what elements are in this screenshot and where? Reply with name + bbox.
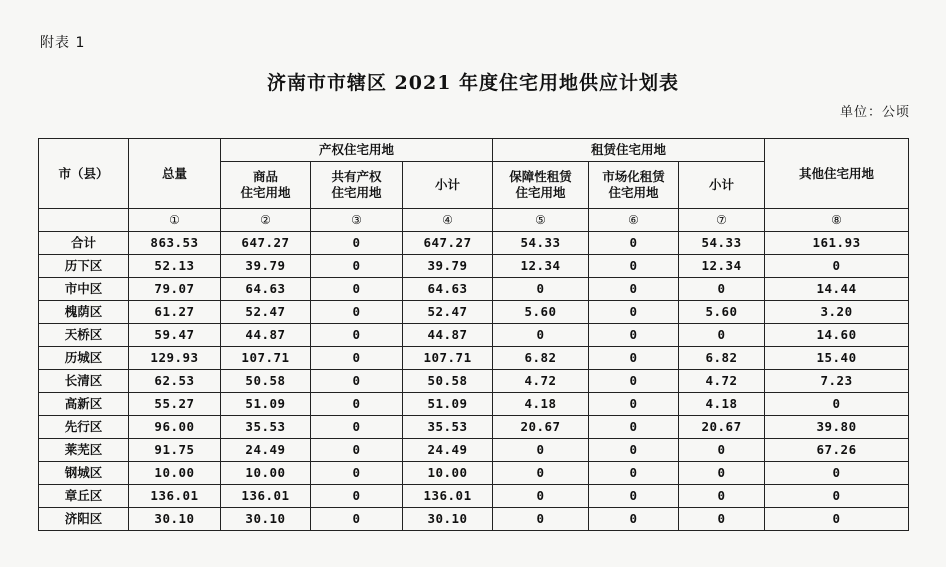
row-value-cell: 39.79 (221, 255, 311, 278)
row-value-cell: 129.93 (129, 347, 221, 370)
row-value-cell: 20.67 (679, 416, 765, 439)
row-value-cell: 79.07 (129, 278, 221, 301)
row-district-name: 市中区 (39, 278, 129, 301)
row-value-cell: 4.18 (493, 393, 589, 416)
table-row (39, 393, 909, 416)
row-value-cell: 6.82 (679, 347, 765, 370)
header-num: ⑦ (679, 209, 765, 232)
row-value-cell: 161.93 (765, 232, 909, 255)
header-num: ③ (311, 209, 403, 232)
row-value-cell: 14.60 (765, 324, 909, 347)
page-title: 济南市市辖区 2021 年度住宅用地供应计划表 (266, 72, 680, 94)
row-value-cell: 24.49 (403, 439, 493, 462)
row-value-cell: 0 (765, 393, 909, 416)
row-value-cell: 0 (589, 301, 679, 324)
row-value-cell: 61.27 (129, 301, 221, 324)
row-value-cell: 50.58 (221, 370, 311, 393)
land-supply-table (38, 138, 909, 531)
row-district-name: 先行区 (39, 416, 129, 439)
row-value-cell: 0 (493, 324, 589, 347)
header-num: ① (129, 209, 221, 232)
header-num: ⑥ (589, 209, 679, 232)
row-value-cell: 15.40 (765, 347, 909, 370)
row-value-cell: 91.75 (129, 439, 221, 462)
row-value-cell: 30.10 (221, 508, 311, 531)
row-value-cell: 54.33 (493, 232, 589, 255)
row-value-cell: 0 (311, 508, 403, 531)
row-value-cell: 54.33 (679, 232, 765, 255)
header-subtotal-property: 小计 (403, 162, 493, 209)
table-row (39, 370, 909, 393)
row-value-cell: 0 (493, 278, 589, 301)
table-row (39, 508, 909, 531)
row-value-cell: 0 (311, 232, 403, 255)
row-value-cell: 44.87 (221, 324, 311, 347)
table-row (39, 232, 909, 255)
row-value-cell: 647.27 (221, 232, 311, 255)
header-subtotal-rental: 小计 (679, 162, 765, 209)
table-row (39, 324, 909, 347)
table-row (39, 416, 909, 439)
row-value-cell: 0 (765, 255, 909, 278)
row-value-cell: 0 (589, 416, 679, 439)
row-value-cell: 0 (679, 462, 765, 485)
row-value-cell: 12.34 (679, 255, 765, 278)
header-property-group: 产权住宅用地 (221, 139, 493, 162)
row-district-name: 钢城区 (39, 462, 129, 485)
table-row (39, 347, 909, 370)
row-value-cell: 0 (493, 485, 589, 508)
row-value-cell: 12.34 (493, 255, 589, 278)
row-district-name: 槐荫区 (39, 301, 129, 324)
row-value-cell: 647.27 (403, 232, 493, 255)
table-row (39, 439, 909, 462)
row-value-cell: 0 (311, 324, 403, 347)
table-row (39, 462, 909, 485)
row-value-cell: 0 (311, 393, 403, 416)
header-num: ⑧ (765, 209, 909, 232)
attachment-label: 附表 1 (40, 35, 86, 51)
row-value-cell: 0 (493, 439, 589, 462)
row-value-cell: 24.49 (221, 439, 311, 462)
row-value-cell: 0 (311, 416, 403, 439)
table-row (39, 255, 909, 278)
row-value-cell: 4.72 (679, 370, 765, 393)
row-value-cell: 0 (765, 485, 909, 508)
row-district-name: 莱芜区 (39, 439, 129, 462)
row-value-cell: 0 (311, 370, 403, 393)
row-district-name: 天桥区 (39, 324, 129, 347)
row-value-cell: 0 (589, 462, 679, 485)
row-value-cell: 20.67 (493, 416, 589, 439)
row-value-cell: 39.79 (403, 255, 493, 278)
row-value-cell: 10.00 (403, 462, 493, 485)
header-num: ⑤ (493, 209, 589, 232)
row-value-cell: 0 (679, 439, 765, 462)
row-value-cell: 136.01 (221, 485, 311, 508)
row-value-cell: 44.87 (403, 324, 493, 347)
row-value-cell: 0 (589, 232, 679, 255)
row-value-cell: 0 (311, 485, 403, 508)
header-shared: 共有产权 住宅用地 (311, 162, 403, 209)
row-value-cell: 0 (679, 278, 765, 301)
row-district-name: 长清区 (39, 370, 129, 393)
row-value-cell: 96.00 (129, 416, 221, 439)
header-num: ② (221, 209, 311, 232)
row-value-cell: 0 (765, 462, 909, 485)
row-district-name: 历下区 (39, 255, 129, 278)
row-value-cell: 10.00 (129, 462, 221, 485)
row-value-cell: 67.26 (765, 439, 909, 462)
row-value-cell: 0 (679, 508, 765, 531)
header-market-rental: 市场化租赁 住宅用地 (589, 162, 679, 209)
row-value-cell: 0 (589, 485, 679, 508)
row-district-name: 合计 (39, 232, 129, 255)
row-district-name: 高新区 (39, 393, 129, 416)
row-value-cell: 64.63 (221, 278, 311, 301)
unit-label: 单位：公顷 (839, 105, 910, 120)
row-value-cell: 0 (311, 278, 403, 301)
row-value-cell: 863.53 (129, 232, 221, 255)
row-value-cell: 55.27 (129, 393, 221, 416)
header-total: 总量 (129, 139, 221, 209)
header-rental-group: 租赁住宅用地 (493, 139, 765, 162)
row-value-cell: 0 (311, 347, 403, 370)
row-value-cell: 6.82 (493, 347, 589, 370)
row-value-cell: 0 (589, 393, 679, 416)
row-value-cell: 0 (311, 439, 403, 462)
row-value-cell: 62.53 (129, 370, 221, 393)
row-value-cell: 0 (589, 278, 679, 301)
row-district-name: 章丘区 (39, 485, 129, 508)
row-value-cell: 64.63 (403, 278, 493, 301)
row-value-cell: 3.20 (765, 301, 909, 324)
row-value-cell: 107.71 (221, 347, 311, 370)
row-value-cell: 4.72 (493, 370, 589, 393)
row-value-cell: 0 (589, 508, 679, 531)
row-value-cell: 0 (493, 462, 589, 485)
row-value-cell: 136.01 (403, 485, 493, 508)
row-value-cell: 4.18 (679, 393, 765, 416)
header-commercial: 商品 住宅用地 (221, 162, 311, 209)
row-value-cell: 0 (311, 255, 403, 278)
row-value-cell: 0 (589, 439, 679, 462)
row-value-cell: 52.47 (403, 301, 493, 324)
row-value-cell: 107.71 (403, 347, 493, 370)
row-value-cell: 0 (589, 370, 679, 393)
row-value-cell: 52.13 (129, 255, 221, 278)
row-value-cell: 51.09 (221, 393, 311, 416)
row-value-cell: 0 (589, 347, 679, 370)
row-district-name: 历城区 (39, 347, 129, 370)
row-value-cell: 14.44 (765, 278, 909, 301)
header-num: ④ (403, 209, 493, 232)
row-value-cell: 0 (311, 301, 403, 324)
row-district-name: 济阳区 (39, 508, 129, 531)
row-value-cell: 35.53 (221, 416, 311, 439)
header-city: 市（县） (39, 139, 129, 209)
row-value-cell: 0 (493, 508, 589, 531)
row-value-cell: 0 (311, 462, 403, 485)
header-affordable-rental: 保障性租赁 住宅用地 (493, 162, 589, 209)
table-row (39, 278, 909, 301)
row-value-cell: 59.47 (129, 324, 221, 347)
row-value-cell: 5.60 (493, 301, 589, 324)
row-value-cell: 50.58 (403, 370, 493, 393)
row-value-cell: 0 (765, 508, 909, 531)
row-value-cell: 39.80 (765, 416, 909, 439)
row-value-cell: 52.47 (221, 301, 311, 324)
row-value-cell: 30.10 (129, 508, 221, 531)
row-value-cell: 30.10 (403, 508, 493, 531)
row-value-cell: 0 (589, 324, 679, 347)
header-other: 其他住宅用地 (765, 139, 909, 209)
row-value-cell: 0 (679, 485, 765, 508)
row-value-cell: 0 (589, 255, 679, 278)
row-value-cell: 51.09 (403, 393, 493, 416)
row-value-cell: 5.60 (679, 301, 765, 324)
table-row (39, 301, 909, 324)
row-value-cell: 136.01 (129, 485, 221, 508)
header-num-blank (39, 209, 129, 232)
row-value-cell: 35.53 (403, 416, 493, 439)
table-row (39, 485, 909, 508)
row-value-cell: 7.23 (765, 370, 909, 393)
row-value-cell: 10.00 (221, 462, 311, 485)
row-value-cell: 0 (679, 324, 765, 347)
